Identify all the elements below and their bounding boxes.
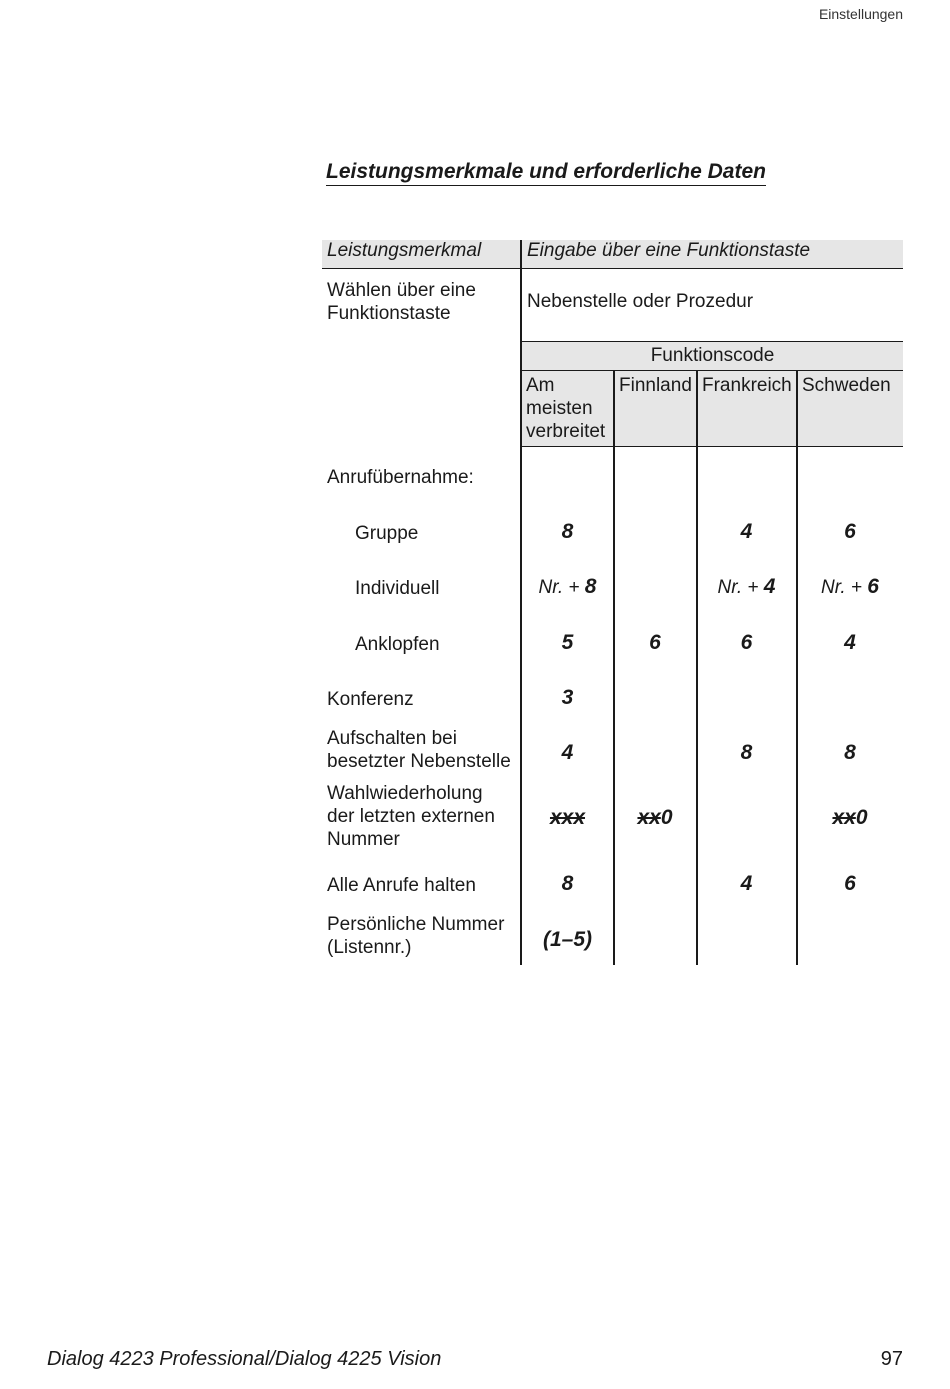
code-digit: 0	[660, 806, 673, 829]
column-header-france: Frankreich	[702, 375, 792, 396]
code-placeholder: xx	[637, 806, 661, 829]
row-label: Individuell	[355, 578, 440, 599]
row-label: Anklopfen	[355, 634, 440, 655]
column-header-common: Am meisten verbreitet	[526, 375, 606, 442]
code-cell: (1–5)	[542, 928, 593, 951]
row-label: Aufschalten bei besetzter Nebenstelle	[327, 728, 511, 772]
code-cell: 4	[740, 872, 753, 895]
code-digit: 6	[867, 575, 879, 598]
header-feature: Leistungsmerkmal	[327, 240, 482, 261]
column-divider-main	[520, 240, 522, 965]
running-head: Einstellungen	[818, 6, 903, 22]
code-cell: 4	[844, 631, 856, 654]
code-digit: 8	[584, 575, 597, 598]
header-row-rule	[322, 268, 903, 269]
number-prefix: Nr. +	[717, 577, 764, 598]
number-prefix: Nr. +	[538, 577, 585, 598]
code-cell	[798, 806, 902, 830]
code-placeholder: xxx	[549, 806, 586, 829]
code-cell: 8	[561, 520, 574, 543]
code-cell: 4	[561, 741, 574, 764]
row-dial-label: Wählen über eine Funktionstaste	[327, 280, 476, 324]
code-cell	[522, 575, 613, 599]
page-number: 97	[880, 1348, 903, 1370]
row-label: Wahlwiederholung der letzten externen Nummer	[327, 783, 495, 850]
code-cell: 8	[844, 741, 856, 764]
row-label: Alle Anrufe halten	[327, 875, 476, 896]
code-cell: 4	[740, 520, 753, 543]
section-title: Leistungsmerkmale und erforderliche Daten	[326, 160, 766, 186]
number-prefix: Nr. +	[821, 577, 868, 598]
code-cell: 3	[561, 686, 574, 709]
code-digit: 0	[855, 806, 868, 829]
row-dial-value: Nebenstelle oder Prozedur	[527, 291, 754, 312]
code-cell: 5	[561, 631, 574, 654]
header-input: Eingabe über eine Funktionstaste	[527, 240, 811, 261]
manual-title: Dialog 4223 Professional/Dialog 4225 Vision	[47, 1348, 442, 1370]
code-cell: 8	[740, 741, 753, 764]
code-cell	[798, 575, 902, 599]
function-code-header: Funktionscode	[650, 345, 775, 366]
code-cell	[697, 575, 796, 599]
row-label: Persönliche Nummer (Listennr.)	[327, 914, 505, 958]
code-cell: 6	[844, 872, 856, 895]
row-label: Gruppe	[355, 523, 419, 544]
code-cell: 8	[561, 872, 574, 895]
function-code-bottom-rule	[521, 446, 903, 447]
code-digit: 4	[763, 575, 776, 598]
column-header-sweden: Schweden	[802, 375, 891, 396]
code-cell: 6	[649, 631, 661, 654]
code-cell: 6	[844, 520, 856, 543]
code-cell	[614, 806, 696, 830]
column-header-finland: Finnland	[619, 375, 692, 396]
row-label: Konferenz	[327, 689, 414, 710]
row-label: Anrufübernahme:	[327, 467, 474, 488]
code-placeholder: xx	[832, 806, 856, 829]
code-cell	[522, 806, 613, 830]
column-divider-1	[613, 370, 615, 965]
function-code-mid-rule	[521, 370, 903, 371]
code-cell: 6	[740, 631, 753, 654]
